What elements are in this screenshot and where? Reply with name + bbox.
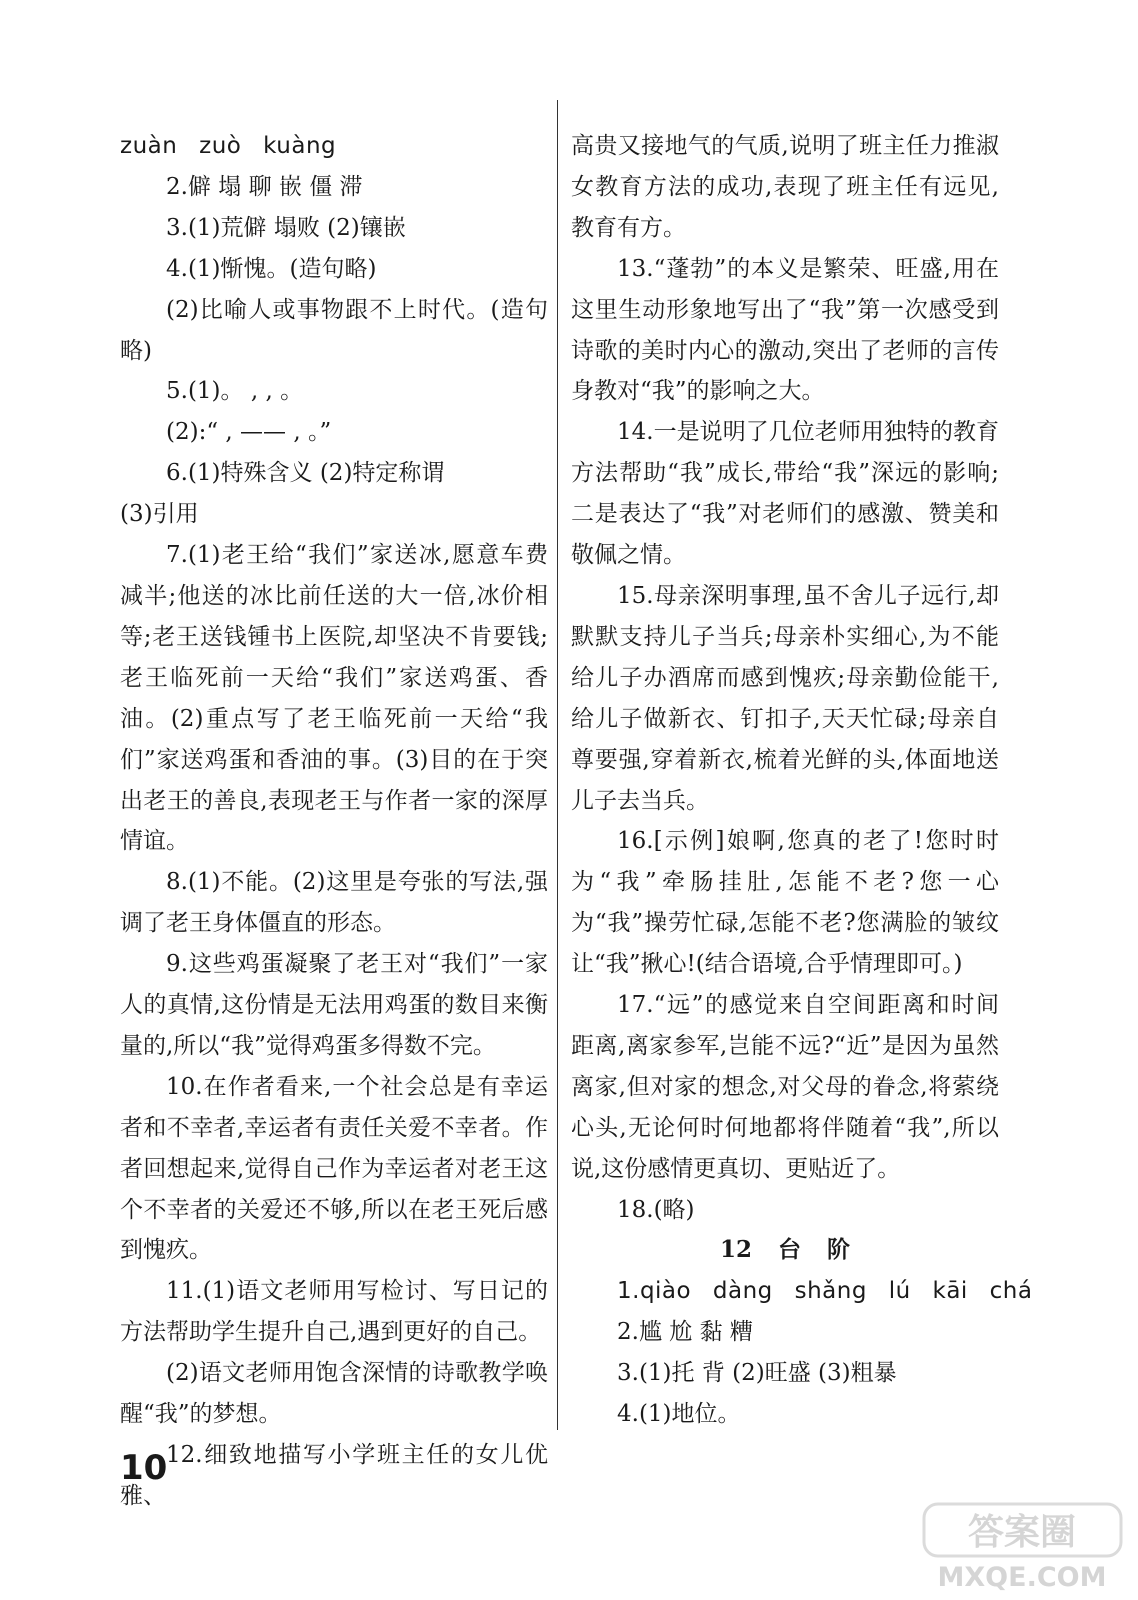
- answer-14: 14.一是说明了几位老师用独特的教育方法帮助“我”成长,带给“我”深远的影响;二是表达了“我”对老师们的感激、赞美和敬佩之情。: [571, 419, 999, 569]
- answer-6: 6.(1)特殊含义 (2)特定称谓: [166, 460, 445, 487]
- answer-3: 3.(1)荒僻 塌败 (2)镶嵌: [166, 214, 406, 241]
- column-divider: [557, 100, 558, 1430]
- page-number: 10: [120, 1448, 168, 1488]
- answer-8: 8.(1)不能。(2)这里是夸张的写法,强调了老王身体僵直的形态。: [120, 869, 548, 937]
- answer-17: 17.“远”的感觉来自空间距离和时间距离,离家参军,岂能不远?“近”是因为虽然离家,但对家的想念,对父母的眷念,将萦绕心头,无论何时何地都将伴随着“我”,所以说,这份感情更真切、更贴近了。: [571, 992, 999, 1182]
- section-answer-4: 4.(1)地位。: [617, 1401, 741, 1428]
- answer-9: 9.这些鸡蛋凝聚了老王对“我们”一家人的真情,这份情是无法用鸡蛋的数目来衡量的,所以“我”觉得鸡蛋多得数不完。: [120, 951, 548, 1059]
- answer-12-start: 12.细致地描写小学班主任的女儿优雅、: [120, 1442, 548, 1509]
- answer-7: 7.(1)老王给“我们”家送冰,愿意车费减半;他送的冰比前任送的大一倍,冰价相等;老王送钱锺书上医院,却坚决不肯要钱;老王临死前一天给“我们”家送鸡蛋、香油。(2)重点写了老王临死前一天给“我们”家送鸡蛋和香油的事。(3)目的在于突出老王的善良,表现老王与作者一家的深厚情谊。: [120, 542, 548, 855]
- left-column: [120, 126, 548, 1517]
- answer-16: 16.[示例]娘啊,您真的老了!您时时为“我”牵肠挂肚,怎能不老?您一心为“我”操劳忙碌,怎能不老?您满脸的皱纹让“我”揪心!(结合语境,合乎情理即可。): [571, 828, 999, 978]
- section-answer-1: 1.qiào dàng shǎng lú kāi chá: [617, 1278, 1033, 1305]
- watermark-url: MXQE.COM: [937, 1562, 1107, 1593]
- answer-18: 18.(略): [617, 1196, 695, 1223]
- answer-13: 13.“蓬勃”的本义是繁荣、旺盛,用在这里生动形象地写出了“我”第一次感受到诗歌的美时内心的激动,突出了老师的言传身教对“我”的影响之大。: [571, 255, 999, 405]
- answer-12-cont: 高贵又接地气的气质,说明了班主任力推淑女教育方法的成功,表现了班主任有远见,教育有方。: [571, 133, 999, 241]
- section-heading: 12 台 阶: [719, 1236, 851, 1264]
- pinyin-line: zuàn zuò kuàng: [120, 133, 337, 159]
- answer-6-3: (3)引用: [120, 501, 199, 528]
- watermark-logo: [920, 1500, 1125, 1595]
- answer-10: 10.在作者看来,一个社会总是有幸运者和不幸者,幸运者有责任关爱不幸者。作者回想起来,觉得自己作为幸运者对老王这个不幸者的关爱还不够,所以在老王死后感到愧疚。: [120, 1073, 548, 1264]
- answer-11-1: 11.(1)语文老师用写检讨、写日记的方法帮助学生提升自己,遇到更好的自己。: [120, 1278, 548, 1346]
- right-column: [571, 126, 1033, 1435]
- section-answer-3: 3.(1)托 背 (2)旺盛 (3)粗暴: [617, 1360, 897, 1387]
- answer-4-1: 4.(1)惭愧。(造句略): [166, 255, 377, 282]
- watermark-text: 答案圈: [967, 1512, 1077, 1553]
- answer-5-2: (2):“ , —— , 。”: [166, 419, 332, 446]
- answer-11-2: (2)语文老师用饱含深情的诗歌教学唤醒“我”的梦想。: [120, 1360, 548, 1428]
- answer-15: 15.母亲深明事理,虽不舍儿子远行,却默默支持儿子当兵;母亲朴实细心,为不能给儿子办酒席而感到愧疚;母亲勤俭能干,给儿子做新衣、钉扣子,天天忙碌;母亲自尊要强,穿着新衣,梳着光鲜的头,体面地送儿子去当兵。: [571, 582, 999, 814]
- answer-4-2: (2)比喻人或事物跟不上时代。(造句略): [120, 296, 548, 364]
- answer-2: 2.僻 塌 聊 嵌 僵 滞: [166, 173, 363, 200]
- answer-5-1: 5.(1)。 , , 。: [166, 378, 304, 405]
- section-answer-2: 2.尴 尬 黏 糟: [617, 1319, 753, 1346]
